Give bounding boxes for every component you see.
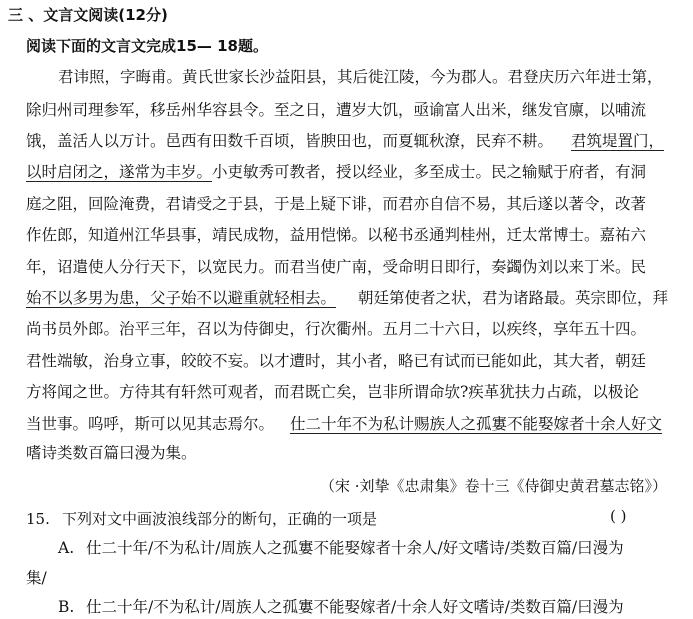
instruction-text: 阅读下面的文言文完成15— 18题。 bbox=[26, 37, 268, 55]
option-label: B. bbox=[58, 598, 75, 616]
option-label: A. bbox=[58, 539, 75, 557]
option-text: 仕二十年/不为私计/周族人之孤寠不能娶嫁者/十余人好文嗜诗/类数百篇/曰漫为 bbox=[86, 598, 624, 616]
underlined-text: 始不以多男为患，父子始不以避重就轻相去。 bbox=[26, 289, 337, 307]
passage-line-12 bbox=[26, 415, 662, 433]
passage-text: 饿，盖活人以万计。邑西有田数千百顷，皆腴田也，而夏辄秋潦，民弃不耕。 bbox=[26, 132, 554, 150]
passage-text: 朝廷第使者之状，君为诸路最。英宗即位，拜 bbox=[358, 289, 669, 307]
source-citation: （宋 ·刘挚《忠肃集》卷十三《侍御史黄君墓志铭》） bbox=[319, 477, 667, 495]
section-title: 三 、文言文阅读(12分) bbox=[8, 6, 168, 24]
option-text: 仕二十年/不为私计/周族人之孤寠不能娶嫁者十余人/好文嗜诗/类数百篇/曰漫为 bbox=[86, 539, 624, 557]
passage-line-2: 除归州司理参军，移岳州华容县令。至之日，遭岁大饥，亟谕富人出米，继发官廪，以哺流 bbox=[26, 101, 647, 119]
passage-line-13: 嗜诗类数百篇曰漫为集。 bbox=[26, 444, 197, 462]
passage-line-1: 君讳照，字晦甫。黄氏世家长沙益阳县，其后徙江陵，今为郡人。君登庆历六年进士第， bbox=[58, 68, 663, 86]
passage-line-5: 庭之阻，回险淹费，君请受之于县，于是上疑下诽，而君亦自信不易，其后遂以著令，改著 bbox=[26, 195, 647, 213]
question-stem: 下列对文中画波浪线部分的断句，正确的一项是 bbox=[62, 510, 378, 528]
answer-bracket: ( ) bbox=[610, 507, 627, 525]
underlined-text: 君筑堤置门， bbox=[571, 132, 665, 150]
wavy-underlined-text: 仕二十年不为私计赐族人之孤寠不能娶嫁者十余人好文 bbox=[290, 415, 663, 433]
option-text-continued: 集/ bbox=[26, 569, 47, 587]
passage-line-9: 尚书员外郎。治平三年，召以为侍御史，行次衢州。五月二十六日，以疾终，享年五十四。 bbox=[26, 320, 647, 338]
passage-text: 当世事。呜呼，斯可以见其志焉尔。 bbox=[26, 415, 275, 433]
passage-line-6: 作佐郎，知道州江华县事，靖民成物，益用恺悌。以秘书丞通判桂州，迁太常博士。嘉祐六 bbox=[26, 226, 647, 244]
passage-line-10: 君性端敏，治身立事，皎皎不妄。以才遭时，其小者，略已有试而已能如此，其大者，朝廷 bbox=[26, 352, 647, 370]
question-number: 15. bbox=[26, 510, 50, 528]
passage-line-4 bbox=[26, 163, 646, 181]
underlined-text: 以时启闭之，遂常为丰岁。 bbox=[26, 163, 213, 181]
passage-line-3 bbox=[26, 132, 664, 150]
passage-line-8 bbox=[26, 289, 668, 307]
passage-line-7: 年，诏遣使人分行天下，以宽民力。而君当使广南，受命明日即行，奏蠲伪刘以来丁米。民 bbox=[26, 258, 647, 276]
passage-line-11: 方将闻之世。方待其有轩然可观者，而君既亡矣，岂非所谓命欤?疾革犹扶力占疏，以极论 bbox=[26, 383, 639, 401]
passage-text: 小吏敏秀可教者，授以经业，多至成士。民之输赋于府者，有洞 bbox=[212, 163, 647, 181]
